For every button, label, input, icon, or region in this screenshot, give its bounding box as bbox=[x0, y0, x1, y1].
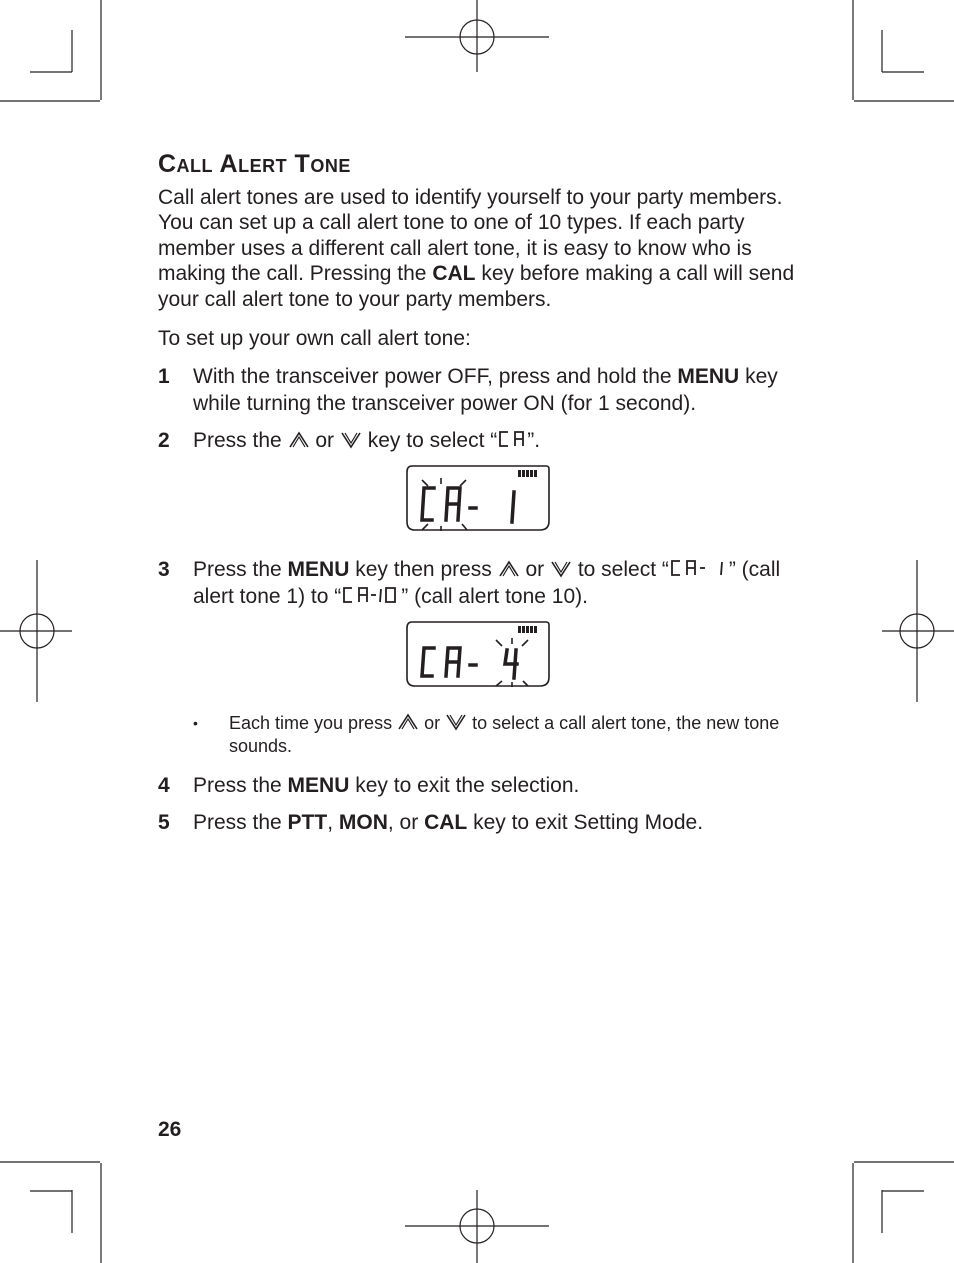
step-3 bbox=[158, 556, 798, 610]
step-text: With the transceiver power OFF, press and hold the MENU key while turning the transceiver power ON (for 1 second). bbox=[193, 365, 778, 416]
down-arrow-icon bbox=[445, 713, 467, 731]
step-number: 1 bbox=[158, 365, 170, 389]
bullet-marker: • bbox=[193, 715, 198, 732]
step-4 bbox=[158, 772, 798, 799]
lcd-illustration-1 bbox=[158, 464, 798, 540]
step-2 bbox=[158, 427, 798, 454]
menu-key-label: MENU bbox=[287, 558, 350, 582]
lcd-display bbox=[404, 464, 550, 534]
step-text: Press the MENU key to exit the selection. bbox=[193, 774, 580, 798]
down-arrow-icon bbox=[340, 431, 362, 449]
battery-icon bbox=[518, 470, 537, 477]
page-content bbox=[158, 150, 798, 846]
registration-mark-icon bbox=[405, 0, 549, 72]
registration-mark-icon bbox=[405, 1190, 549, 1263]
section-title: Call Alert Tone bbox=[158, 150, 351, 178]
cal-key-label: CAL bbox=[424, 811, 468, 835]
crop-mark-icon bbox=[0, 0, 101, 101]
mon-key-label: MON bbox=[338, 811, 388, 835]
registration-mark-icon bbox=[0, 560, 72, 702]
registration-mark-icon bbox=[882, 560, 954, 702]
step-number: 4 bbox=[158, 774, 170, 798]
lcd-illustration-2 bbox=[158, 620, 798, 696]
menu-key-label: MENU bbox=[677, 365, 740, 389]
up-arrow-icon bbox=[498, 560, 520, 578]
menu-key-label: MENU bbox=[287, 774, 350, 798]
ptt-key-label: PTT bbox=[287, 811, 328, 835]
lcd-display bbox=[404, 620, 550, 690]
step-text: Press the MENU key then press or to select “ ” (call alert tone 1) to “ ” (call alert tone 10). bbox=[193, 558, 781, 609]
lcd-ca-10-glyph bbox=[341, 586, 401, 604]
step-number: 2 bbox=[158, 429, 170, 453]
note-bullet bbox=[193, 712, 798, 758]
cal-key-label: CAL bbox=[432, 262, 476, 286]
lcd-ca-1-glyph bbox=[669, 559, 729, 577]
step-5 bbox=[158, 809, 798, 836]
page-number: 26 bbox=[158, 1118, 182, 1141]
up-arrow-icon bbox=[288, 431, 310, 449]
note-text: Each time you press or to select a call alert tone, the new tone sounds. bbox=[229, 713, 780, 757]
step-text: Press the PTT, MON, or CAL key to exit Setting Mode. bbox=[193, 811, 704, 835]
crop-mark-icon bbox=[853, 0, 954, 101]
intro-paragraph: Call alert tones are used to identify yourself to your party members. You can set up a call alert tone to one of 10 types. If each party member uses a different call alert tone, it is easy to know who is making the call. Pressing the CAL key before making a call will send your call alert tone to your party members. bbox=[158, 186, 795, 311]
step-number: 5 bbox=[158, 811, 170, 835]
step-number: 3 bbox=[158, 558, 170, 582]
step-text: Press the or key to select “ ”. bbox=[193, 429, 541, 453]
crop-mark-icon bbox=[0, 1162, 101, 1263]
step-1 bbox=[158, 363, 798, 417]
up-arrow-icon bbox=[397, 713, 419, 731]
battery-icon bbox=[518, 626, 537, 633]
setup-lead: To set up your own call alert tone: bbox=[158, 327, 471, 351]
down-arrow-icon bbox=[550, 560, 572, 578]
lcd-ca-glyph bbox=[497, 430, 527, 448]
crop-mark-icon bbox=[853, 1162, 954, 1263]
